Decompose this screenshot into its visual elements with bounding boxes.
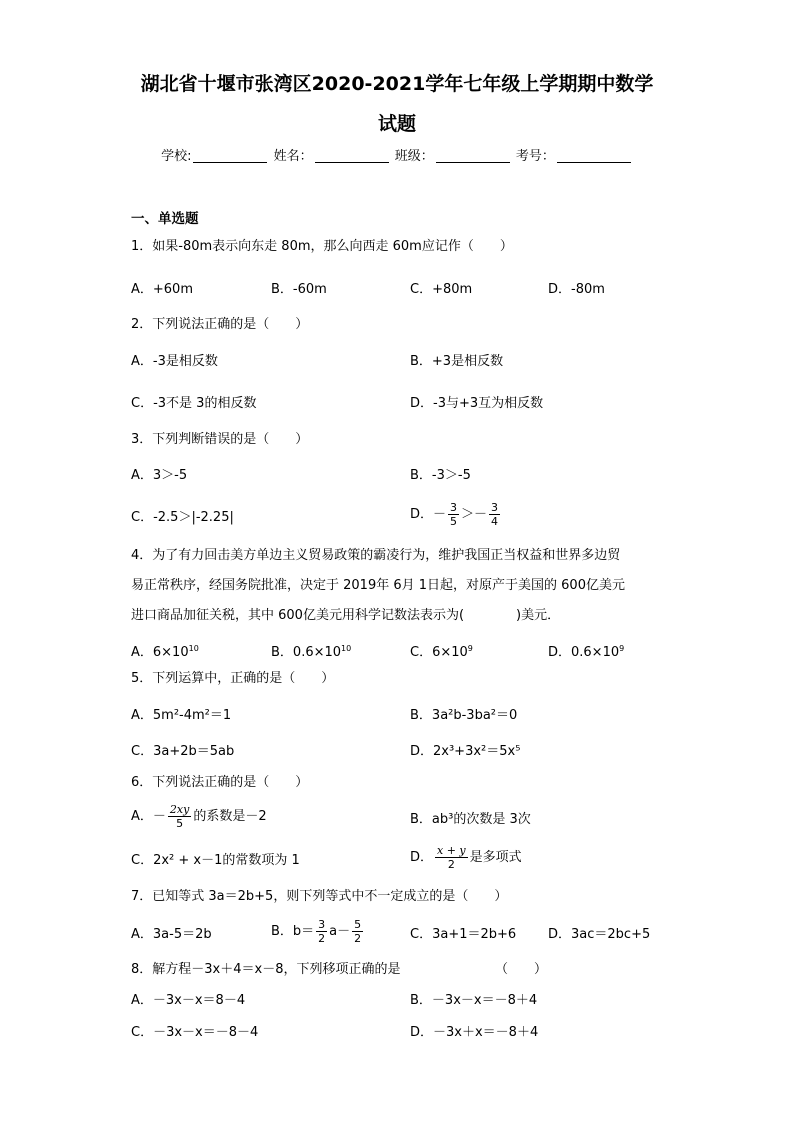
question-8-stem: 8．解方程－3x＋4＝x－8，下列移项正确的是 — [131, 962, 401, 977]
fraction: $\frac{2xy}{5}$ — [169, 803, 190, 830]
q2-option-b: B．+3是相反数 — [410, 354, 504, 369]
q5-option-b: B．3a²b-3ba²＝0 — [410, 708, 518, 723]
q6-option-b: B．ab³的次数是 3次 — [410, 812, 531, 827]
q2-option-d: D．-3与+3互为相反数 — [410, 396, 544, 411]
q8-option-a: A．－3x－x＝8－4 — [131, 993, 246, 1008]
number-blank[interactable] — [557, 149, 631, 163]
page-title — [120, 64, 674, 144]
q8-option-b: B．－3x－x＝－8＋4 — [410, 993, 538, 1008]
question-3-stem: 3．下列判断错误的是（ ） — [131, 432, 309, 447]
q7-option-a: A．3a-5＝2b — [131, 927, 212, 942]
name-label: 姓名： — [273, 149, 313, 164]
q3-option-d: D．－ $\frac{3}{5}$ ＞－ $\frac{3}{4}$ — [410, 501, 499, 528]
q8-option-d: D．－3x＋x＝－8＋4 — [410, 1025, 539, 1040]
q4-option-b: B．$0.6\times 10^{10}$ — [271, 644, 352, 660]
school-label: 学校: — [161, 149, 192, 164]
q3-option-a: A．3＞-5 — [131, 468, 188, 483]
q1-option-a: A．+60m — [131, 282, 193, 297]
fraction: $\frac{3}{4}$ — [491, 501, 499, 528]
question-4-line-1: 4．为了有力回击美方单边主义贸易政策的霸凌行为，维护我国正当权益和世界多边贸 — [131, 548, 621, 563]
q4-option-d: D．$0.6\times 10^9$ — [548, 644, 625, 660]
question-4-line-2: 易正常秩序，经国务院批准，决定于 2019年 6月 1日起，对原产于美国的 600亿美元 — [131, 578, 625, 593]
q7-option-b: B．b＝ $\frac{3}{2}$ a－ $\frac{5}{2}$ — [271, 918, 362, 945]
student-info-line — [0, 145, 794, 164]
class-label: 班级： — [394, 149, 434, 164]
fraction: $\frac{5}{2}$ — [354, 918, 362, 945]
q1-option-c: C．+80m — [410, 282, 473, 297]
fraction: $\frac{3}{5}$ — [450, 501, 458, 528]
question-5-stem: 5．下列运算中，正确的是（ ） — [131, 671, 335, 686]
number-label: 考号： — [515, 149, 555, 164]
question-8-answer-paren: （ ） — [495, 962, 548, 977]
class-blank[interactable] — [436, 149, 510, 163]
question-1-stem: 1．如果-80m表示向东走 80m，那么向西走 60m应记作（ ） — [131, 239, 513, 254]
question-2-stem: 2．下列说法正确的是（ ） — [131, 317, 309, 332]
fraction: $\frac{3}{2}$ — [318, 918, 326, 945]
title-line-2: 试题 — [377, 113, 416, 135]
q6-option-d: D． $\frac{x + y}{2}$ 是多项式 — [410, 844, 522, 871]
q3-option-c: C．-2.5＞|-2.25| — [131, 510, 234, 525]
school-blank[interactable] — [193, 149, 267, 163]
q6-option-c: C．2x² + x－1的常数项为 1 — [131, 853, 300, 868]
question-7-stem: 7．已知等式 3a＝2b+5，则下列等式中不一定成立的是（ ） — [131, 889, 508, 904]
q8-option-c: C．－3x－x＝－8－4 — [131, 1025, 259, 1040]
q5-option-c: C．3a+2b＝5ab — [131, 744, 235, 759]
question-4-line-3: 进口商品加征关税，其中 600亿美元用科学记数法表示为( )美元． — [131, 608, 561, 623]
question-6-stem: 6．下列说法正确的是（ ） — [131, 775, 309, 790]
section-title: 一、单选题 — [131, 211, 199, 227]
q4-option-a: A．$6\times 10^{10}$ — [131, 644, 199, 660]
q1-option-b: B．-60m — [271, 282, 327, 297]
q5-option-d: D．2x³+3x²＝5x⁵ — [410, 744, 521, 759]
q3-option-b: B．-3＞-5 — [410, 468, 471, 483]
q4-option-c: C．$6\times 10^9$ — [410, 644, 473, 660]
q7-option-d: D．3ac＝2bc+5 — [548, 927, 651, 942]
q1-option-d: D．-80m — [548, 282, 605, 297]
name-blank[interactable] — [315, 149, 389, 163]
title-line-1: 湖北省十堰市张湾区2020-2021学年七年级上学期期中数学 — [140, 73, 654, 95]
fraction: $\frac{x + y}{2}$ — [437, 844, 466, 871]
q2-option-a: A．-3是相反数 — [131, 354, 218, 369]
q6-option-a: A．－ $\frac{2xy}{5}$ 的系数是－2 — [131, 803, 267, 830]
q7-option-c: C．3a+1＝2b+6 — [410, 927, 517, 942]
q2-option-c: C．-3不是 3的相反数 — [131, 396, 257, 411]
q5-option-a: A．5m²-4m²＝1 — [131, 708, 232, 723]
